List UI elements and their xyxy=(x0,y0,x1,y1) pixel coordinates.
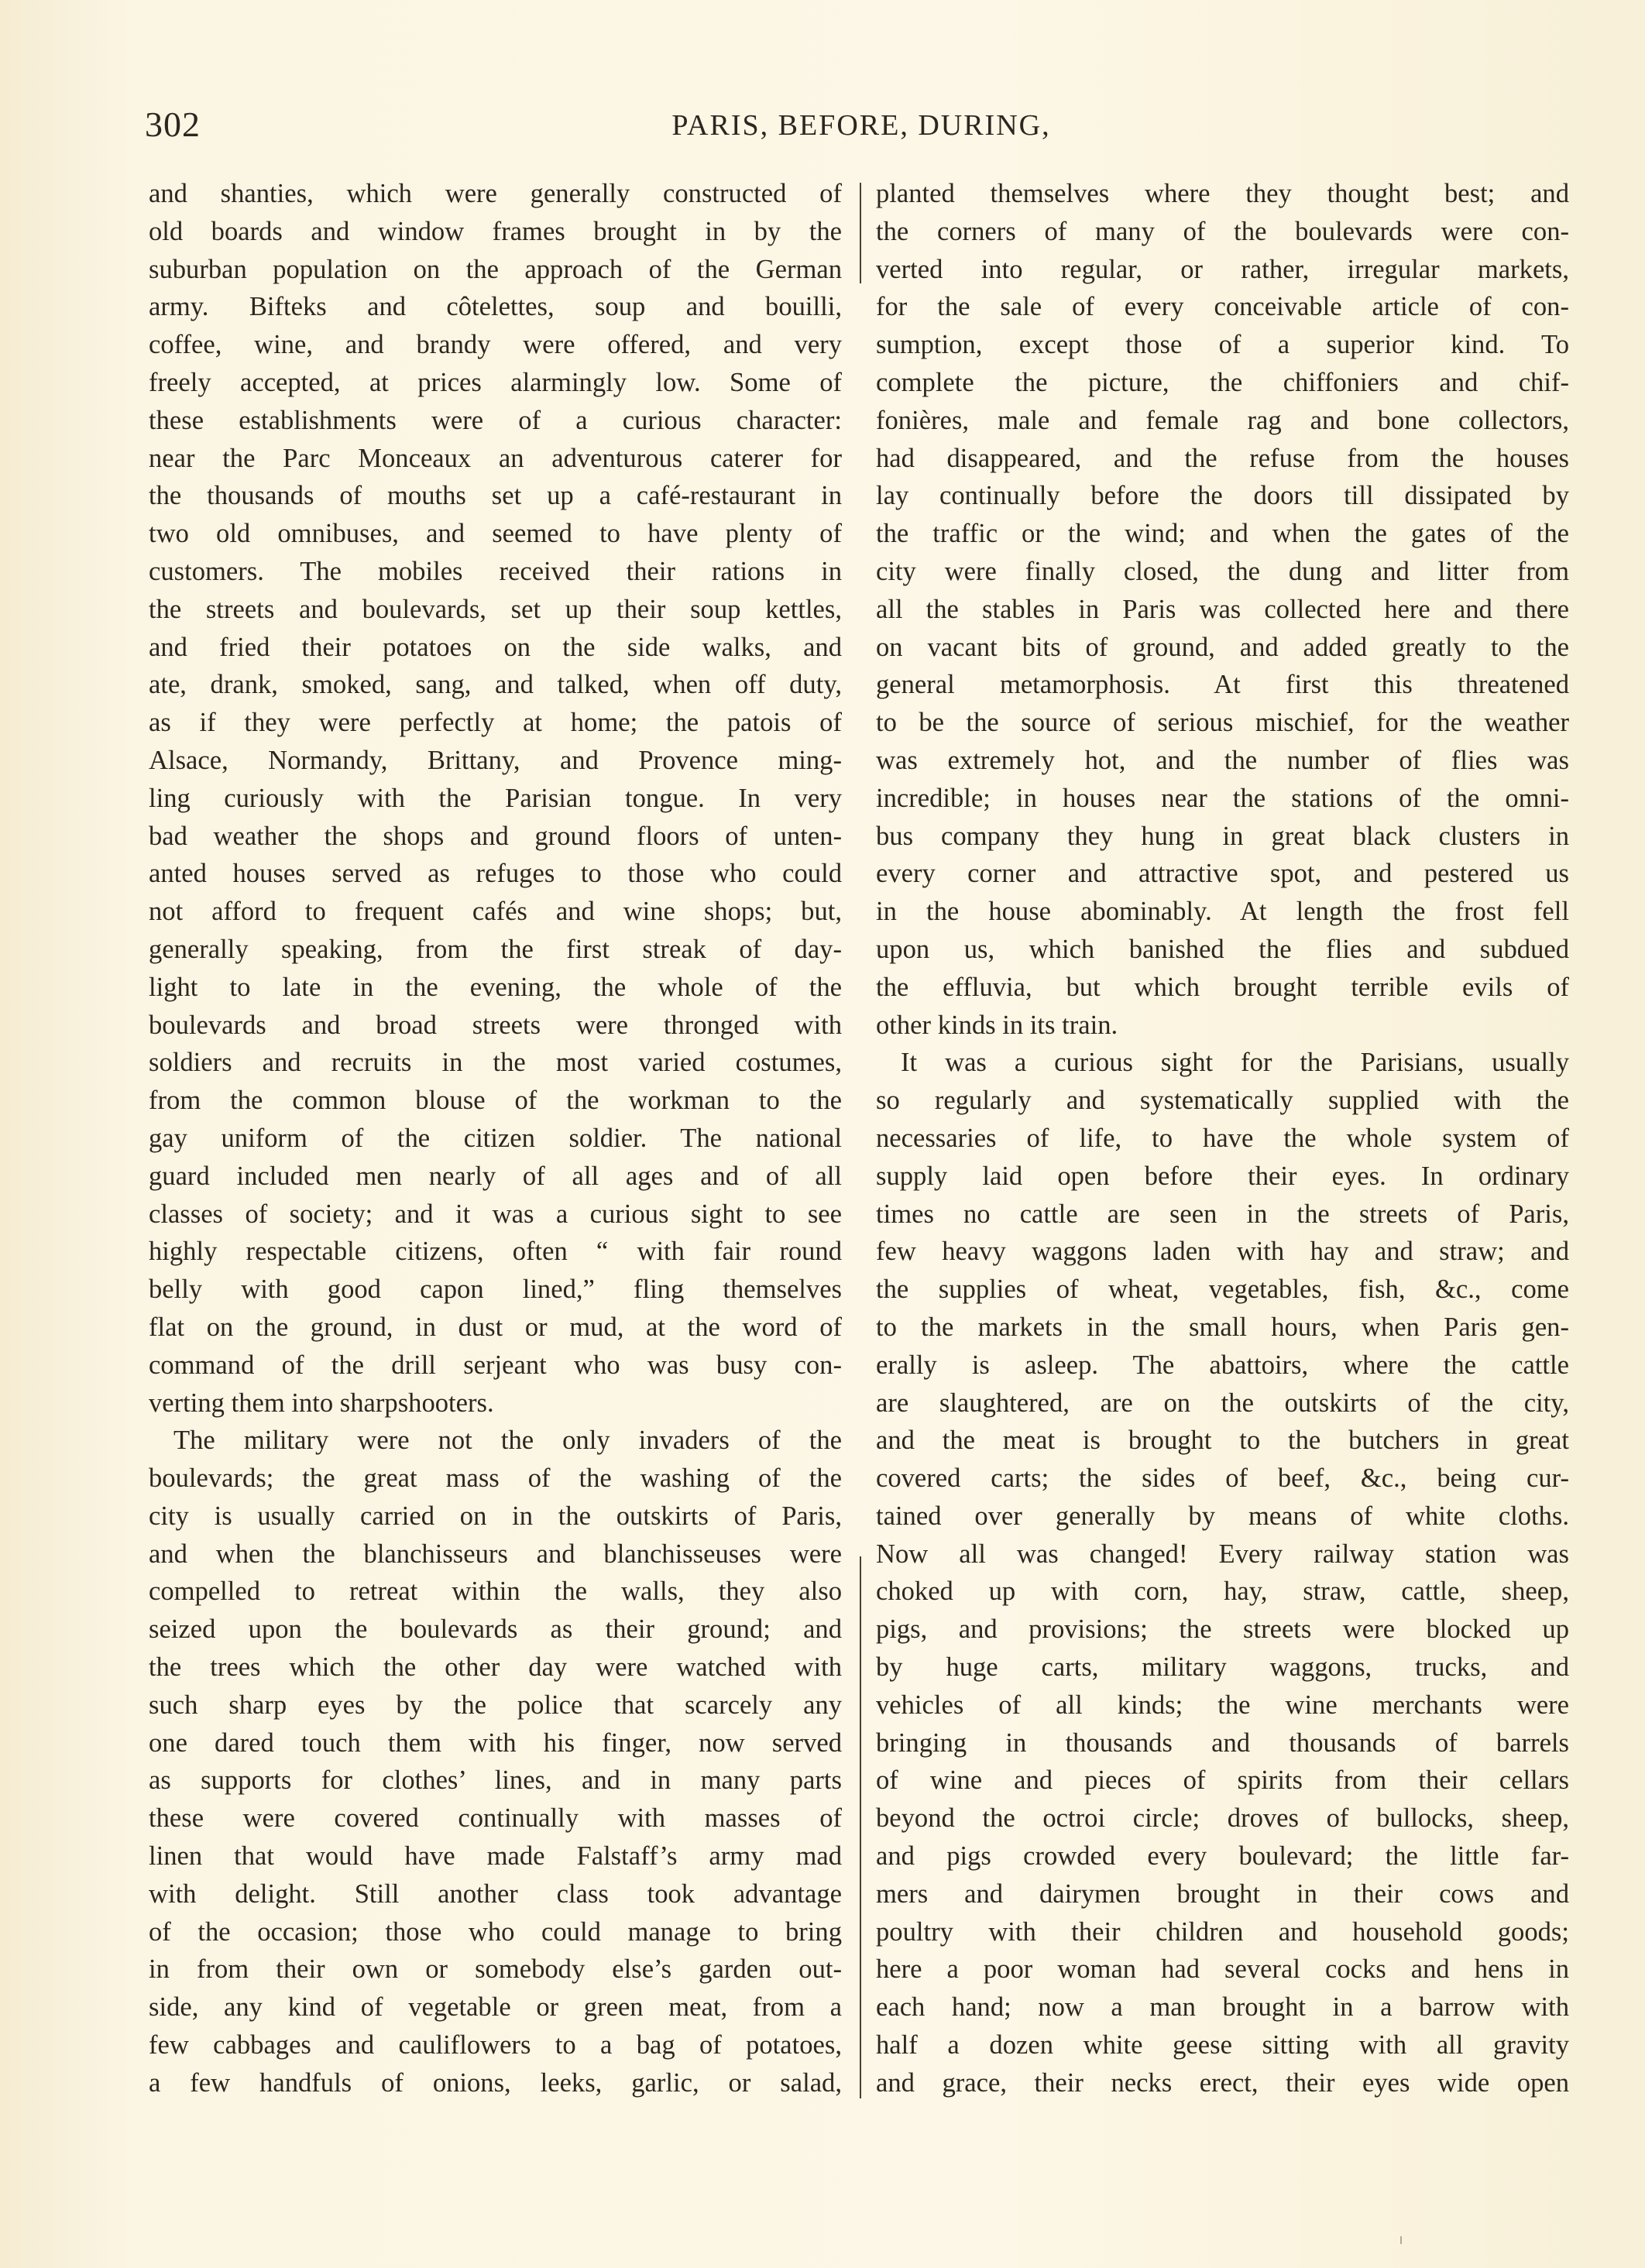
text-line: compelled to retreat within the walls, they also xyxy=(149,1577,842,1607)
text-line: as supports for clothes’ lines, and in many parts xyxy=(149,1765,842,1796)
text-line: and when the blanchisseurs and blanchisseuses were xyxy=(149,1539,842,1569)
text-line: all the stables in Paris was collected here and there xyxy=(876,594,1569,624)
text-line: from the common blouse of the workman to the xyxy=(149,1086,842,1116)
text-line: gay uniform of the citizen soldier. The national xyxy=(149,1123,842,1153)
right-column xyxy=(876,175,1569,2102)
text-line: upon us, which banished the flies and subdued xyxy=(876,934,1569,964)
text-line: classes of society; and it was a curious sight to see xyxy=(149,1199,842,1229)
text-line: of the occasion; those who could manage to bring xyxy=(149,1916,842,1947)
text-line: and fried their potatoes on the side walks, and xyxy=(149,632,842,662)
text-line: and grace, their necks erect, their eyes wide open xyxy=(876,2067,1569,2098)
text-line: mers and dairymen brought in their cows and xyxy=(876,1879,1569,1909)
text-line: to be the source of serious mischief, for the weather xyxy=(876,708,1569,738)
text-line: boulevards and broad streets were thronged with xyxy=(149,1010,842,1040)
column-rule-bottom xyxy=(860,1556,861,2098)
text-line: Now all was changed! Every railway station was xyxy=(876,1539,1569,1569)
text-line: complete the picture, the chiffoniers and chif- xyxy=(876,367,1569,397)
text-line: vehicles of all kinds; the wine merchants were xyxy=(876,1690,1569,1720)
text-line: the supplies of wheat, vegetables, fish, &c., come xyxy=(876,1275,1569,1305)
text-line: highly respectable citizens, often “ with fair round xyxy=(149,1237,842,1267)
text-line: The military were not the only invaders of the xyxy=(173,1426,842,1456)
text-line: incredible; in houses near the stations of the omni- xyxy=(876,783,1569,813)
text-line: city is usually carried on in the outskirts of Paris, xyxy=(149,1501,842,1531)
text-line: and pigs crowded every boulevard; the little far- xyxy=(876,1841,1569,1872)
text-line: the streets and boulevards, set up their soup kettles, xyxy=(149,594,842,624)
text-line: boulevards; the great mass of the washing of the xyxy=(149,1463,842,1494)
text-line: few heavy waggons laden with hay and straw; and xyxy=(876,1237,1569,1267)
text-line: each hand; now a man brought in a barrow with xyxy=(876,1992,1569,2023)
text-line: lay continually before the doors till dissipated by xyxy=(876,481,1569,511)
text-line: the trees which the other day were watched with xyxy=(149,1652,842,1683)
text-line: so regularly and systematically supplied with the xyxy=(876,1086,1569,1116)
text-line: city were finally closed, the dung and litter from xyxy=(876,556,1569,586)
text-line: Alsace, Normandy, Brittany, and Provence ming- xyxy=(149,745,842,775)
text-line: necessaries of life, to have the whole system of xyxy=(876,1123,1569,1153)
text-line: few cabbages and cauliflowers to a bag of potatoes, xyxy=(149,2030,842,2060)
text-line: verting them into sharpshooters. xyxy=(149,1388,494,1418)
left-column xyxy=(149,175,842,2102)
text-line: of wine and pieces of spirits from their cellars xyxy=(876,1765,1569,1796)
text-line: flat on the ground, in dust or mud, at the word of xyxy=(149,1312,842,1342)
text-line: here a poor woman had several cocks and hens in xyxy=(876,1954,1569,1985)
text-line: are slaughtered, are on the outskirts of the city, xyxy=(876,1388,1569,1418)
running-title: PARIS, BEFORE, DURING, xyxy=(671,109,1051,142)
text-line: with delight. Still another class took advantage xyxy=(149,1879,842,1909)
text-line: these were covered continually with masses of xyxy=(149,1803,842,1834)
text-line: a few handfuls of onions, leeks, garlic, or salad, xyxy=(149,2067,842,2098)
text-line: pigs, and provisions; the streets were blocked up xyxy=(876,1614,1569,1645)
text-line: times no cattle are seen in the streets of Paris, xyxy=(876,1199,1569,1229)
paper-mark xyxy=(1400,2236,1402,2244)
text-line: the effluvia, but which brought terrible evils of xyxy=(876,972,1569,1002)
text-line: beyond the octroi circle; droves of bullocks, sheep, xyxy=(876,1803,1569,1834)
text-line: verted into regular, or rather, irregular markets, xyxy=(876,254,1569,284)
text-line: ate, drank, smoked, sang, and talked, when off duty, xyxy=(149,670,842,700)
text-line: tained over generally by means of white cloths. xyxy=(876,1501,1569,1531)
text-line: freely accepted, at prices alarmingly low. Some of xyxy=(149,367,842,397)
text-line: near the Parc Monceaux an adventurous caterer for xyxy=(149,443,842,473)
text-line: half a dozen white geese sitting with all gravity xyxy=(876,2030,1569,2060)
text-line: these establishments were of a curious character: xyxy=(149,405,842,435)
text-line: bringing in thousands and thousands of barrels xyxy=(876,1728,1569,1758)
text-line: one dared touch them with his finger, now served xyxy=(149,1728,842,1758)
text-line: belly with good capon lined,” fling themselves xyxy=(149,1275,842,1305)
text-line: bad weather the shops and ground floors of unten- xyxy=(149,821,842,851)
text-line: linen that would have made Falstaff’s army mad xyxy=(149,1841,842,1872)
text-line: in the house abominably. At length the frost fell xyxy=(876,897,1569,927)
text-line: not afford to frequent cafés and wine shops; but, xyxy=(149,897,842,927)
text-line: other kinds in its train. xyxy=(876,1010,1118,1040)
text-line: erally is asleep. The abattoirs, where the cattle xyxy=(876,1350,1569,1380)
text-line: on vacant bits of ground, and added greatly to the xyxy=(876,632,1569,662)
text-line: poultry with their children and household goods; xyxy=(876,1916,1569,1947)
text-line: army. Bifteks and côtelettes, soup and bouilli, xyxy=(149,292,842,322)
text-line: as if they were perfectly at home; the patois of xyxy=(149,708,842,738)
text-line: two old omnibuses, and seemed to have plenty of xyxy=(149,519,842,549)
text-line: seized upon the boulevards as their ground; and xyxy=(149,1614,842,1645)
text-line: coffee, wine, and brandy were offered, and very xyxy=(149,330,842,360)
text-line: was extremely hot, and the number of flies was xyxy=(876,745,1569,775)
page-number: 302 xyxy=(145,105,201,144)
text-line: and shanties, which were generally constructed of xyxy=(149,179,842,208)
text-line: such sharp eyes by the police that scarcely any xyxy=(149,1690,842,1720)
text-line: to the markets in the small hours, when Paris gen- xyxy=(876,1312,1569,1342)
text-line: generally speaking, from the first streak of day- xyxy=(149,934,842,964)
column-rule-top xyxy=(860,183,861,283)
text-line: customers. The mobiles received their rations in xyxy=(149,556,842,586)
text-line: suburban population on the approach of the German xyxy=(149,254,842,284)
text-line: sumption, except those of a superior kind. To xyxy=(876,330,1569,360)
text-line: the corners of many of the boulevards were con- xyxy=(876,216,1569,246)
text-line: every corner and attractive spot, and pestered us xyxy=(876,859,1569,889)
text-line: supply laid open before their eyes. In ordinary xyxy=(876,1161,1569,1191)
text-line: light to late in the evening, the whole of the xyxy=(149,972,842,1002)
text-line: planted themselves where they thought best; and xyxy=(876,179,1569,208)
text-line: side, any kind of vegetable or green meat, from a xyxy=(149,1992,842,2023)
text-line: old boards and window frames brought in by the xyxy=(149,216,842,246)
text-line: and the meat is brought to the butchers in great xyxy=(876,1426,1569,1456)
text-line: guard included men nearly of all ages and of all xyxy=(149,1161,842,1191)
text-line: for the sale of every conceivable article of con- xyxy=(876,292,1569,322)
text-line: in from their own or somebody else’s garden out- xyxy=(149,1954,842,1985)
text-line: command of the drill serjeant who was busy con- xyxy=(149,1350,842,1380)
text-line: the thousands of mouths set up a café-restaurant in xyxy=(149,481,842,511)
text-line: covered carts; the sides of beef, &c., being cur- xyxy=(876,1463,1569,1494)
text-line: soldiers and recruits in the most varied costumes, xyxy=(149,1048,842,1078)
text-line: ling curiously with the Parisian tongue. In very xyxy=(149,783,842,813)
text-line: It was a curious sight for the Parisians, usually xyxy=(901,1048,1569,1078)
text-line: anted houses served as refuges to those who could xyxy=(149,859,842,889)
text-line: had disappeared, and the refuse from the houses xyxy=(876,443,1569,473)
text-line: by huge carts, military waggons, trucks, and xyxy=(876,1652,1569,1683)
running-head xyxy=(145,104,1578,150)
text-line: general metamorphosis. At first this threatened xyxy=(876,670,1569,700)
text-line: bus company they hung in great black clusters in xyxy=(876,821,1569,851)
text-line: choked up with corn, hay, straw, cattle, sheep, xyxy=(876,1577,1569,1607)
text-line: the traffic or the wind; and when the gates of the xyxy=(876,519,1569,549)
text-line: fonières, male and female rag and bone collectors, xyxy=(876,405,1569,435)
